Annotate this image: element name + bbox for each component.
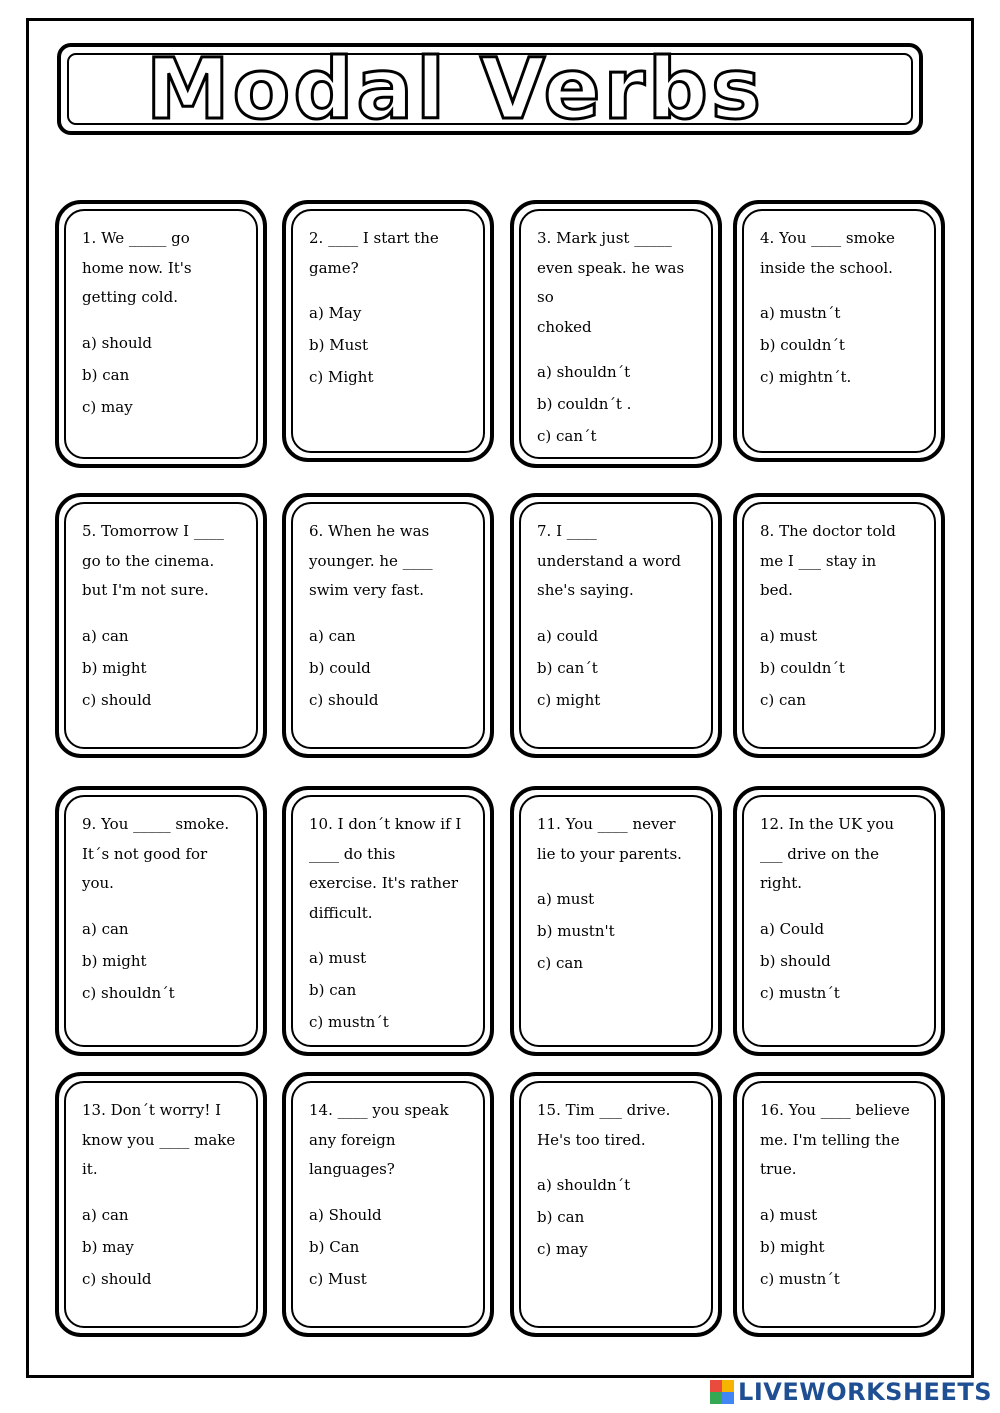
question-text: 2. ____ I start the game?: [309, 229, 439, 277]
question-card-15: [510, 1072, 722, 1337]
answer-option[interactable]: b) can´t: [537, 658, 598, 677]
question-card-12: [733, 786, 945, 1056]
question-card-10: [282, 786, 494, 1056]
answer-option[interactable]: c) mustn´t: [760, 1269, 840, 1288]
question-card-5: [55, 493, 267, 758]
question-text: 14. ____ you speak any foreign languages?: [309, 1101, 449, 1178]
answer-option[interactable]: a) must: [760, 626, 818, 645]
answer-option[interactable]: a) must: [537, 890, 595, 908]
answer-option[interactable]: c) should: [309, 690, 379, 709]
answer-option[interactable]: c) may: [82, 397, 133, 416]
answer-option[interactable]: a) can: [82, 626, 129, 645]
answer-option[interactable]: c) can: [537, 954, 584, 972]
question-card-11: [510, 786, 722, 1056]
question-card-7: [510, 493, 722, 758]
question-text: 16. You ____ believe me. I'm telling the true.: [760, 1101, 910, 1178]
answer-option[interactable]: c) might: [537, 690, 601, 709]
answer-option[interactable]: b) can: [537, 1208, 585, 1226]
answer-option[interactable]: c) mightn´t.: [760, 368, 852, 386]
logo-text: LIVEWORKSHEETS: [738, 1378, 992, 1406]
answer-option[interactable]: a) Could: [760, 919, 825, 938]
answer-option[interactable]: a) should: [82, 333, 153, 352]
answer-option[interactable]: b) could: [309, 658, 371, 677]
answer-option[interactable]: c) mustn´t: [760, 983, 840, 1002]
answer-option[interactable]: a) Should: [309, 1205, 382, 1224]
liveworksheets-logo: [710, 1377, 992, 1407]
answer-option[interactable]: c) can´t: [537, 427, 597, 445]
answer-option[interactable]: a) must: [760, 1205, 818, 1224]
answer-option[interactable]: b) can: [309, 981, 357, 999]
answer-option[interactable]: a) could: [537, 626, 599, 645]
answer-option[interactable]: c) should: [82, 690, 152, 709]
question-text: 5. Tomorrow I ____ go to the cinema. but I'm not sure.: [82, 522, 224, 599]
answer-option[interactable]: a) May: [309, 304, 362, 322]
answer-option[interactable]: b) couldn´t: [760, 336, 845, 354]
answer-option[interactable]: b) should: [760, 951, 831, 970]
question-text: 3. Mark just _____ even speak. he was so choked: [537, 229, 685, 336]
answer-option[interactable]: b) may: [82, 1237, 134, 1256]
answer-option[interactable]: a) shouldn´t: [537, 1176, 631, 1194]
question-text: 12. In the UK you ___ drive on the right.: [760, 815, 895, 892]
question-card-13: [55, 1072, 267, 1337]
answer-option[interactable]: c) shouldn´t: [82, 983, 175, 1002]
question-text: 6. When he was younger. he ____ swim very fast.: [309, 522, 433, 599]
answer-option[interactable]: b) couldn´t: [760, 658, 845, 677]
answer-option[interactable]: c) may: [537, 1240, 588, 1258]
page-title: Modal Verbs: [145, 40, 765, 138]
answer-option[interactable]: c) should: [82, 1269, 152, 1288]
title-banner: [57, 40, 923, 138]
answer-option[interactable]: b) might: [82, 951, 147, 970]
liveworksheets-logo-icon: [710, 1380, 734, 1404]
answer-option[interactable]: a) mustn´t: [760, 304, 841, 322]
question-card-9: [55, 786, 267, 1056]
question-text: 10. I don´t know if I ____ do this exercise. It's rather difficult.: [309, 815, 462, 922]
answer-option[interactable]: a) can: [309, 626, 356, 645]
question-card-6: [282, 493, 494, 758]
question-text: 15. Tim ___ drive. He's too tired.: [537, 1101, 671, 1149]
answer-option[interactable]: c) can: [760, 690, 807, 709]
answer-option[interactable]: c) Might: [309, 368, 374, 386]
answer-option[interactable]: a) can: [82, 1205, 129, 1224]
question-card-1: [55, 200, 267, 468]
question-text: 13. Don´t worry! I know you ____ make it.: [82, 1101, 236, 1178]
question-card-14: [282, 1072, 494, 1337]
answer-option[interactable]: b) couldn´t .: [537, 395, 632, 413]
answer-option[interactable]: b) Can: [309, 1237, 360, 1256]
answer-option[interactable]: b) can: [82, 365, 130, 384]
question-card-8: [733, 493, 945, 758]
answer-option[interactable]: a) can: [82, 919, 129, 938]
answer-option[interactable]: c) mustn´t: [309, 1013, 389, 1031]
answer-option[interactable]: b) Must: [309, 336, 368, 354]
answer-option[interactable]: a) shouldn´t: [537, 363, 631, 381]
answer-option[interactable]: b) mustn't: [537, 922, 615, 940]
question-text: 1. We _____ go home now. It's getting cold.: [82, 229, 192, 306]
answer-option[interactable]: b) might: [760, 1237, 825, 1256]
answer-option[interactable]: b) might: [82, 658, 147, 677]
question-text: 11. You ____ never lie to your parents.: [537, 815, 682, 863]
question-text: 7. I ____ understand a word she's saying.: [537, 522, 682, 599]
answer-option[interactable]: c) Must: [309, 1269, 367, 1288]
question-text: 9. You _____ smoke. It´s not good for you.: [82, 815, 230, 892]
question-text: 8. The doctor told me I ___ stay in bed.: [760, 522, 896, 599]
question-card-16: [733, 1072, 945, 1337]
question-card-2: [282, 200, 494, 462]
question-text: 4. You ____ smoke inside the school.: [760, 229, 895, 277]
question-card-4: [733, 200, 945, 462]
question-card-3: [510, 200, 722, 468]
answer-option[interactable]: a) must: [309, 949, 367, 967]
